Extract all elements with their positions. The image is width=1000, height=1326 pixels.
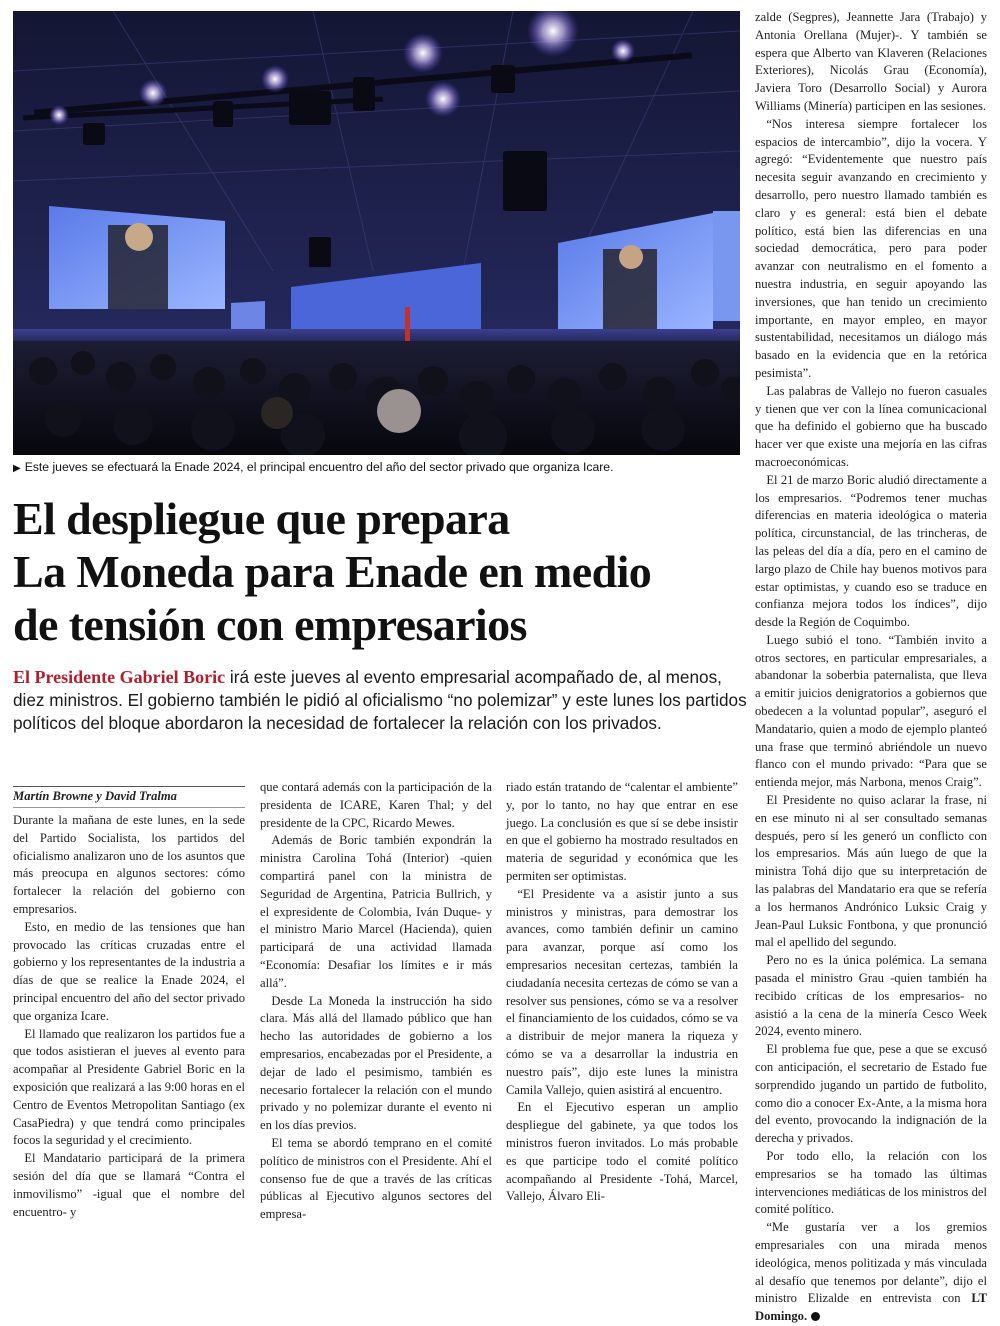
headline-line-1: El despliegue que prepara bbox=[13, 493, 510, 544]
paragraph: Esto, en medio de las tensiones que han provocado las críticas cruzadas entre el gobierno y los representantes de la industria a días de que se realice la Enade 2024, el principal encuentro del año del sector privado que organiza Icare. bbox=[13, 919, 245, 1023]
paragraph: Pero no es la única polémica. La semana pasada el ministro Grau -quien también ha recibido críticas de los empresarios- no asistió a la cena de la minería Cesco Week 2024, evento minero. bbox=[755, 953, 987, 1039]
paragraph: Durante la mañana de este lunes, en la sede del Partido Socialista, los partidos del oficialismo analizaron uno de los asuntos que más preocupa en algunos sectores: cómo fortalecer la relación del gobierno con empresarios. bbox=[13, 813, 245, 916]
event-photo-illustration bbox=[13, 11, 740, 455]
headline-line-2: La Moneda para Enade en medio bbox=[13, 546, 652, 597]
caption-triangle-icon: ▶ bbox=[13, 463, 21, 474]
final-paragraph bbox=[755, 1219, 987, 1326]
byline: Martín Browne y David Tralma bbox=[13, 789, 177, 803]
article-column-3 bbox=[506, 779, 738, 1206]
paragraph: Las palabras de Vallejo no fueron casuales y tienen que ver con la línea comunicacional que ha definido el gobierno que ha buscado hacer ver que existe una mejoría en las cifras macroeconómicas. bbox=[755, 383, 987, 469]
paragraph: riado están tratando de “calentar el ambiente” y, por lo tanto, no hay que entrar en ese juego. La conclusión es que sí se debe insistir en que el gobierno ha mostrado resultados en materia de seguridad y económica que les permiten ser optimistas. bbox=[506, 780, 738, 883]
paragraph: El problema fue que, pese a que se excusó con anticipación, el secretario de Estado fue sorprendido jugando un partido de futbolito, como dio a conocer Ex-Ante, a la misma hora del evento, provocando la indignación de la derecha y privados. bbox=[755, 1042, 987, 1146]
paragraph: El llamado que realizaron los partidos fue a que todos asistieran el jueves al evento para acompañar al Presidente Gabriel Boric en la exposición que realizará a las 9:00 horas en el Centro de Eventos Metropolitan Santiago (ex CasaPiedra) y que tendrá como principales focos la seguridad y el crecimiento. bbox=[13, 1026, 245, 1148]
photo-caption-text: Este jueves se efectuará la Enade 2024, el principal encuentro del año del sector privado que organiza Icare. bbox=[24, 460, 614, 474]
end-of-article-icon bbox=[811, 1312, 820, 1321]
event-photo bbox=[13, 11, 740, 455]
paragraph: El Presidente no quiso aclarar la frase, ni en ese minuto ni al ser consultado semanas después, pero sí les generó un conflicto con los empresarios. Más aún luego de que la ministra Tohá dijo que su interpretación de las palabras del Mandatario era que se refería a los hermanos Andrónico Luksic Craig y Jean-Paul Luksic Fontbona, y que pronunció mal el apellido del segundo. bbox=[755, 793, 987, 950]
headline-line-3: de tensión con empresarios bbox=[13, 599, 527, 650]
photo-caption bbox=[13, 459, 740, 477]
paragraph: zalde (Segpres), Jeannette Jara (Trabajo) y Antonia Orellana (Mujer)-. Y también se espera que Alberto van Klaveren (Relaciones Exteriores), Nicolás Grau (Economía), Javiera Toro (Desarrollo Social) y Aurora Williams (Minería) participen en las sesiones. bbox=[755, 10, 987, 113]
paragraph: El Mandatario participará de la primera sesión del día que se llamará “Contra el inmovilismo” -igual que el nombre del encuentro- y bbox=[13, 1151, 245, 1219]
publication-name: LT Domingo. bbox=[755, 1291, 987, 1324]
paragraph: Por todo ello, la relación con los empresarios se ha tomado las últimas intervenciones mediáticas de los ministros del comité político. bbox=[755, 1149, 987, 1217]
paragraph: Además de Boric también expondrán la ministra Carolina Tohá (Interior) -quien compartirá panel con la ministra de Seguridad de Argentina, Patricia Bullrich, y el expresidente de Colombia, Iván Duque- y el ministro Mario Marcel (Hacienda), quien participará de una actividad llamada “Economía: Desafiar los límites e ir más allá”. bbox=[260, 833, 492, 990]
article-column-1 bbox=[13, 812, 245, 1221]
byline-rule-top bbox=[13, 786, 245, 787]
deck-lead: El Presidente Gabriel Boric bbox=[13, 667, 226, 687]
article-column-2 bbox=[260, 779, 492, 1224]
paragraph: “El Presidente va a asistir junto a sus ministros y ministras, para demostrar los avances, como también definir un camino para avanzar, porque así como los empresarios necesitan certezas, también la ciudadanía necesita certezas de cómo se van a resolver sus pensiones, cómo se va a resolver el financiamiento de los cuidados, cómo se va a distribuir de mejor manera la riqueza y cómo se va a desarrollar la industria en nuestro país”, dijo este lunes la ministra Camila Vallejo, quien asistirá al encuentro. bbox=[506, 886, 738, 1097]
final-paragraph-text: “Me gustaría ver a los gremios empresariales con una mirada menos ideológica, menos politizada y más vinculada al desafío que tenemos por delante”, dijo el ministro Elizalde en entrevista con bbox=[755, 1220, 987, 1306]
paragraph: que contará además con la participación de la presidenta de ICARE, Karen Thal; y del presidente de la CPC, Ricardo Mewes. bbox=[260, 780, 492, 830]
paragraph: “Nos interesa siempre fortalecer los espacios de intercambio”, dijo la vocera. Y agregó: “Evidentemente que nuestro país necesita seguir avanzando en crecimiento y desarrollo, pero nuestro llamado también es claro y es general: está bien el debate político, está bien las diferencias en una sociedad democrática, pero para poder avanzar con neutralismo en el fomento a nuestra industria, en seguir apoyando las inversiones, que han tenido un crecimiento importante, en mayor empleo, en mayor sustentabilidad, necesitamos un diálogo más basado en la evidencia que en la retórica pesimista”. bbox=[755, 116, 987, 380]
paragraph: Desde La Moneda la instrucción ha sido clara. Más allá del llamado público que han hecho las autoridades de gobierno a los empresarios, encabezadas por el Presidente, a dejar de lado el pesimismo, también es necesario fortalecer la relación con el mundo privado y no polemizar durante el evento ni en los días previos. bbox=[260, 993, 492, 1133]
deck-text: irá este jueves al evento empresarial acompañado de, al menos, diez ministros. El gobierno también le pidió al oficialismo “no polemizar” y este lunes los partidos políticos del bloque abordaron la necesidad de fortalecer la relación con los privados. bbox=[13, 667, 747, 733]
deck-summary bbox=[13, 666, 748, 735]
paragraph: En el Ejecutivo esperan un amplio despliegue del gabinete, ya que todos los ministros fueron invitados. Lo más probable es que participe todo el comité político acompañando al Presidente -Tohá, Marcel, Vallejo, Álvaro Eli- bbox=[506, 1100, 738, 1204]
paragraph: El 21 de marzo Boric aludió directamente a los empresarios. “Podremos tener muchas diferencias en materia ideológica o materia política, circunstancial, de las trincheras, de las peleas del día a día, pero en el camino de largo plazo de Chile hay buenos motivos para estar optimistas, y cuando eso se traduce en confianza mejora todos los índices”, dijo desde la Región de Coquimbo. bbox=[755, 472, 987, 630]
paragraph: Luego subió el tono. “También invito a otros sectores, en particular empresariales, a abandonar la soberbia paternalista, que lleva a emitir juicios denigratorios a gobiernos que obedecen a la voluntad popular”, aseguró el Mandatario, quien a modo de ejemplo planteó una frase que terminó abriéndole un nuevo flanco con el mundo privado: “Para que se entienda mejor, más Narbona, menos Craig”. bbox=[755, 632, 987, 790]
headline bbox=[13, 492, 748, 651]
paragraph: El tema se abordó temprano en el comité político de ministros con el Presidente. Ahí el consenso fue de que a través de las críticas públicas al Ejecutivo algunos sectores del empresa- bbox=[260, 1135, 492, 1222]
article-column-4 bbox=[755, 9, 987, 1326]
byline-rule-bottom bbox=[13, 807, 245, 808]
